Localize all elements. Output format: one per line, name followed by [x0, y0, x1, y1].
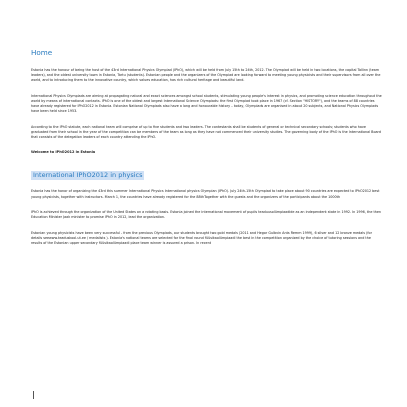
section-paragraph-1: Estonia has the honor of organizing the 43rd this summer International Physics International physics Olympian (IPhO). July 24th-15th Olympiad to take place about 90 countries are expected to IPhO2012 best young physicists, together with instructors. March 1, the countries have already registered for the 88thTogether with the guests and the organizers of the participants about the 1000th [31, 189, 380, 199]
intro-paragraph-3: According to the IPhO statute, each national team will comprise of up to five students and two leaders. The contestants shall be students of general or technical secondary schools; students who have graduated from their school in the year of the competition can be members of the team as long as they have not commenced their university studies. The governing body of the IPhO is the International Board that consists of the delegation leaders of each country attending the IPhO. [31, 124, 381, 139]
section-heading-selected[interactable]: International IPhO2012 in physics [33, 171, 143, 180]
intro-paragraph-1: Estonia has the honour of being the host of the 43rd International Physics Olympiad (IPhO), which will be held from July 15th to 24th, 2012. The Olympiad will be held in two locations, the capital Tallinn (team leaders), and the oldest university town in Estonia, Tartu (students). Estonian people and the organizers of the Olympiad are looking forward to meeting young physicists and their supervisors from all over the world, and to introducing them to the innovative country, which values education, has rich cultural heritage and beautiful land. [31, 68, 381, 83]
section-paragraph-3: Estonian young physicists have been very successful - from the previous Olympiads, our students brought two gold medals (2011 and Hegor Gulbvin Ants Remm 1999), 6 silver and 12 bronze medals (for details seewww.teaduskool.ut.ee / medalists ). Estonia's national teams are selected for the final round füüsikaolümpiaadi the best in the competition organized by the choice of tutoring sessions and the results of the Estonian upper secondary füüsikaolümpiaadi place team winner is assured a prison. In recent [31, 230, 372, 245]
section-paragraph-2: IPhO is achieved through the organization of the United States on a rotating basis. Estonia joined the international movement of pupils teaduusolümpiaadide as an independent state in 1992. In 1996, the then Education Minister Jaak minister to promise IPhO in 2012, lead the organization. [31, 210, 382, 220]
page-title: Home [31, 48, 53, 57]
welcome-line: Welcome to IPhO2012 in Estonia [31, 150, 96, 155]
page-content [31, 48, 383, 257]
text-cursor [33, 391, 34, 399]
intro-paragraph-2: International Physics Olympiads are aiming at propagating natural and exact sciences amongst school students, stimulating young people's interest in physics, and promoting science education throughout the world by means of international contacts. IPhO is one of the oldest and largest International Science Olympiads: the first Olympiad took place in 1967 (cf. Section "HISTORY"), and the teams of 88 countries have already registered for IPhO2012 in Estonia. Estonian National Olympiads also have a long and honourable history – today, Olympiads are organised in about 20 subjects, and National Physics Olympiads have been held since 1953. [31, 93, 382, 114]
